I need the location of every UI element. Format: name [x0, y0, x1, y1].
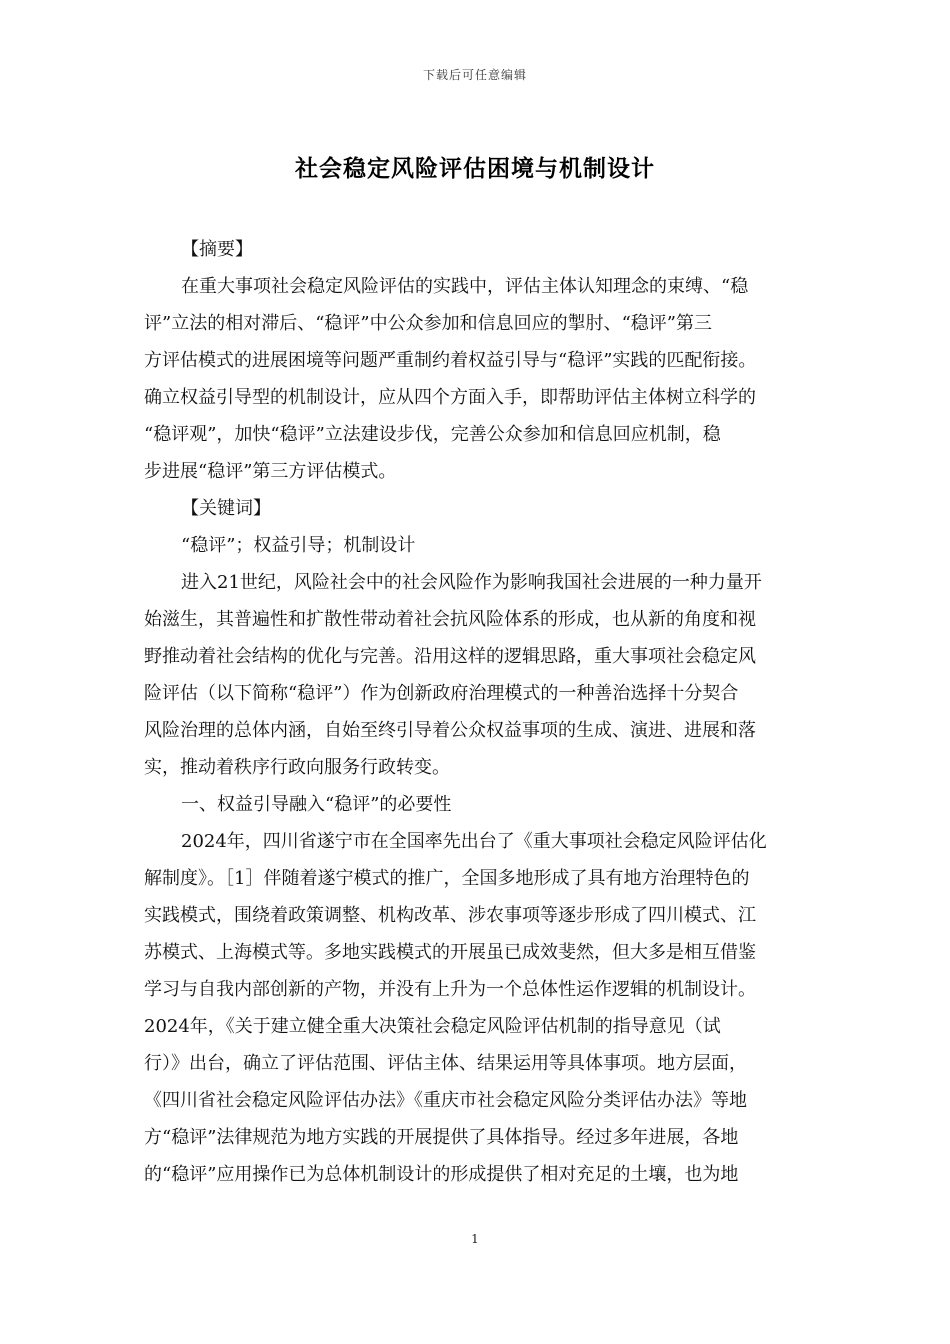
body-text-line: 一、权益引导融入“稳评”的必要性	[181, 794, 452, 815]
body-text-line: 进入21世纪，风险社会中的社会风险作为影响我国社会进展的一种力量开	[181, 572, 762, 593]
body-text-line: 苏模式、上海模式等。多地实践模式的开展虽已成效斐然，但大多是相互借鉴	[144, 942, 756, 963]
body-text-line: 行）》出台，确立了评估范围、评估主体、结果运用等具体事项。地方层面，	[144, 1053, 747, 1074]
body-text-line: 确立权益引导型的机制设计，应从四个方面入手，即帮助评估主体树立科学的	[144, 387, 756, 408]
body-text-line: 实，推动着秩序行政向服务行政转变。	[144, 757, 450, 778]
body-text-line: 野推动着社会结构的优化与完善。沿用这样的逻辑思路，重大事项社会稳定风	[144, 646, 756, 667]
body-text-line: 解制度》。［1］伴随着遂宁模式的推广，全国多地形成了具有地方治理特色的	[144, 868, 750, 889]
page-header-note: 下载后可任意编辑	[422, 68, 527, 82]
body-text-line: 【摘要】	[181, 239, 253, 260]
body-text-line: 【关键词】	[181, 498, 271, 519]
body-text-line: 的“稳评”应用操作已为总体机制设计的形成提供了相对充足的土壤，也为地	[144, 1164, 739, 1185]
body-text-line: 方“稳评”法律规范为地方实践的开展提供了具体指导。经过多年进展，各地	[144, 1127, 739, 1148]
body-text-line: 险评估（以下简称“稳评”）作为创新政府治理模式的一种善治选择十分契合	[144, 683, 739, 704]
body-text-line: 风险治理的总体内涵，自始至终引导着公众权益事项的生成、演进、进展和落	[144, 720, 756, 741]
body-text-line: 2024年，四川省遂宁市在全国率先出台了《重大事项社会稳定风险评估化	[181, 831, 767, 852]
body-text-line: 2024年，《关于建立健全重大决策社会稳定风险评估机制的指导意见（试	[144, 1016, 721, 1037]
body-text-line: 《四川省社会稳定风险评估办法》《重庆市社会稳定风险分类评估办法》等地	[144, 1090, 747, 1111]
body-text-line: 在重大事项社会稳定风险评估的实践中，评估主体认知理念的束缚、“稳	[181, 276, 749, 297]
body-text-line: 学习与自我内部创新的产物，并没有上升为一个总体性运作逻辑的机制设计。	[144, 979, 756, 1000]
page-number: 1	[471, 1232, 479, 1246]
body-text-line: 方评估模式的进展困境等问题严重制约着权益引导与“稳评”实践的匹配衔接。	[144, 350, 757, 371]
body-text-line: 实践模式，围绕着政策调整、机构改革、涉农事项等逐步形成了四川模式、江	[144, 905, 756, 926]
body-text-line: 评”立法的相对滞后、“稳评”中公众参加和信息回应的掣肘、“稳评”第三	[144, 313, 713, 334]
body-text-line: “稳评观”，加快“稳评”立法建设步伐，完善公众参加和信息回应机制，稳	[144, 424, 721, 445]
body-text-line: 始滋生，其普遍性和扩散性带动着社会抗风险体系的形成，也从新的角度和视	[144, 609, 756, 630]
body-text-line: “稳评”；权益引导；机制设计	[181, 535, 416, 556]
body-text-line: 步进展“稳评”第三方评估模式。	[144, 461, 397, 482]
document-title: 社会稳定风险评估困境与机制设计	[295, 156, 655, 182]
document-body	[144, 231, 806, 1193]
